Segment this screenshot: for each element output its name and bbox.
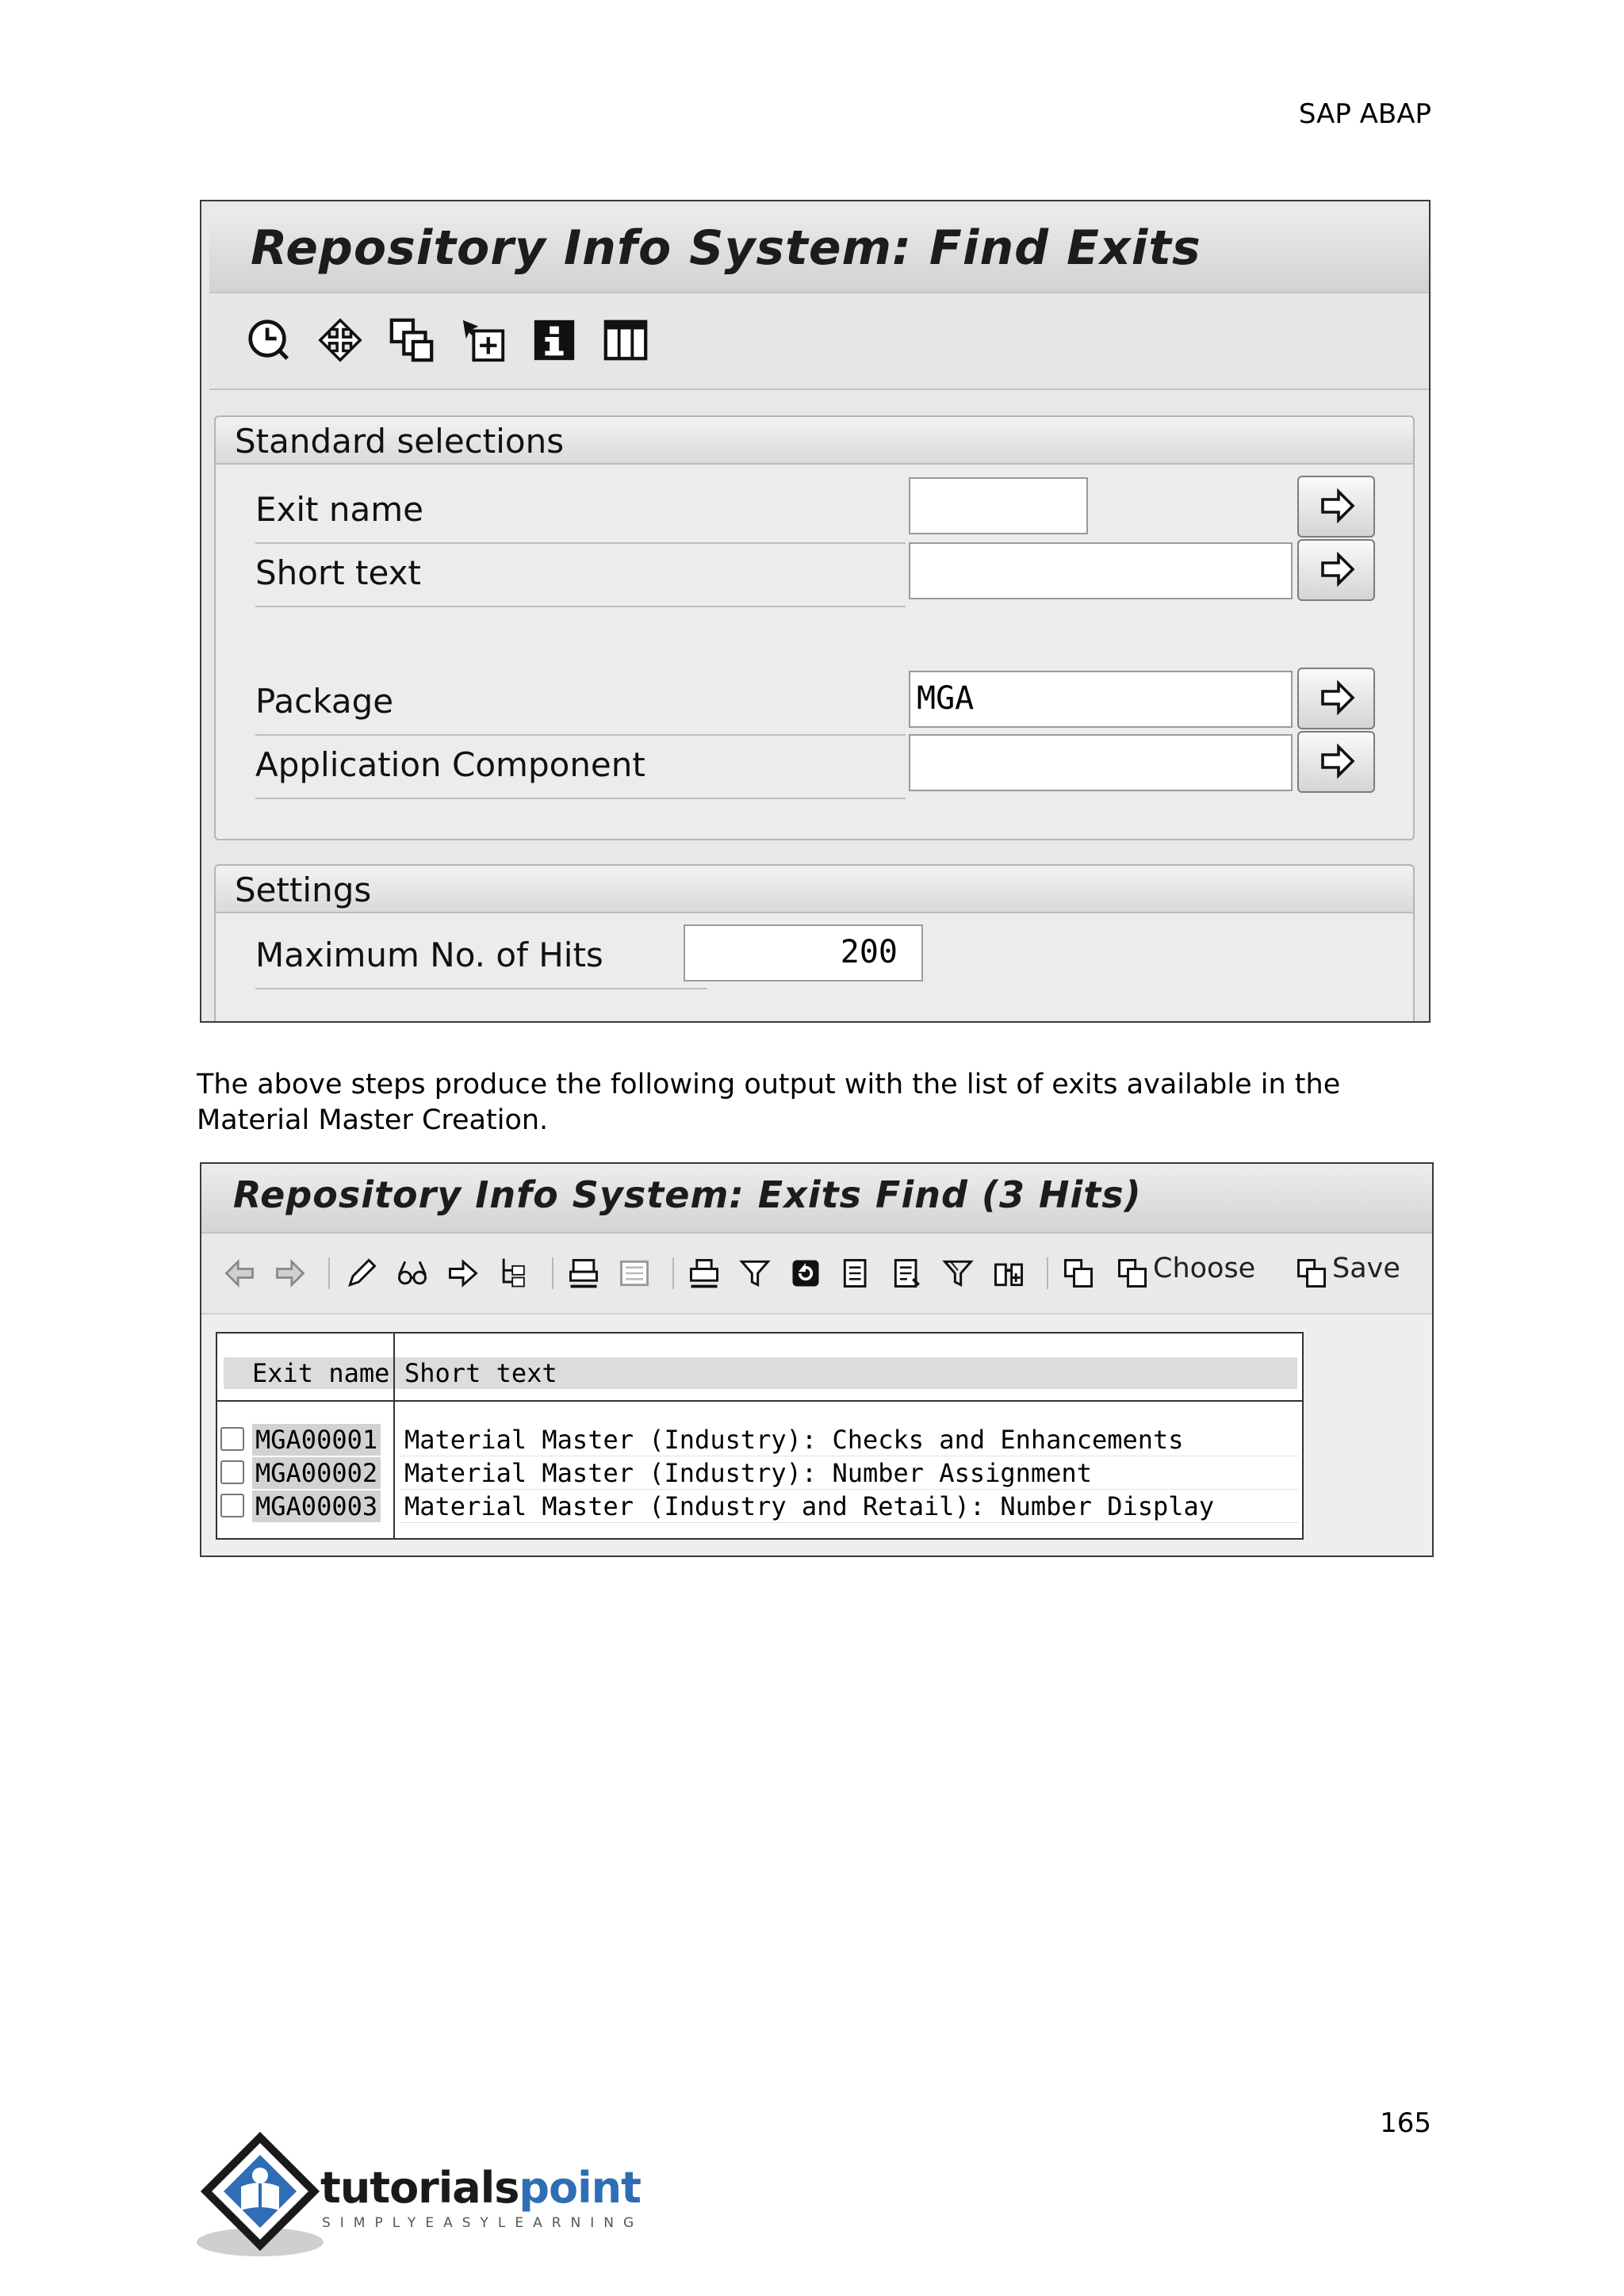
arrow-right-icon [1318, 742, 1356, 780]
edit-pencil-icon[interactable] [344, 1256, 379, 1291]
arrow-right-icon [1318, 487, 1356, 525]
copy-objects-icon[interactable] [387, 316, 436, 365]
print-list-icon[interactable] [566, 1256, 601, 1291]
short-text-multiple-selection-button[interactable] [1297, 539, 1375, 601]
max-hits-input[interactable]: 200 [684, 924, 923, 982]
application-toolbar [209, 293, 1429, 390]
field-label-package: Package [255, 672, 906, 736]
back-arrow-icon[interactable] [222, 1256, 257, 1291]
info-icon[interactable] [530, 316, 579, 365]
exit-name-multiple-selection-button[interactable] [1297, 476, 1375, 538]
exit-name-input[interactable] [909, 477, 1088, 534]
short-text-cell: Material Master (Industry and Retail): Number Display [400, 1490, 1299, 1523]
package-multiple-selection-button[interactable] [1297, 668, 1375, 729]
exits-results-table [216, 1332, 1304, 1540]
choose-icon[interactable] [1115, 1256, 1150, 1291]
row-checkbox[interactable] [220, 1460, 244, 1484]
arrow-right-icon [1318, 550, 1356, 588]
document-list-icon[interactable] [839, 1256, 874, 1291]
save-button[interactable]: Save [1332, 1253, 1400, 1284]
field-label-short-text: Short text [255, 544, 906, 607]
funnel-filter-icon[interactable] [940, 1256, 975, 1291]
logo-word-tutorials: tutorials [320, 2163, 519, 2213]
copy-objects-icon[interactable] [1061, 1256, 1096, 1291]
column-header-exit-name[interactable]: Exit name [252, 1358, 390, 1388]
columns-icon[interactable] [601, 316, 650, 365]
short-text-cell: Material Master (Industry): Checks and Enhancements [400, 1424, 1299, 1456]
table-row[interactable] [217, 1424, 1302, 1457]
filter-icon[interactable] [737, 1256, 772, 1291]
window-title-bar [201, 1164, 1432, 1234]
row-checkbox[interactable] [220, 1494, 244, 1517]
choose-button[interactable]: Choose [1153, 1253, 1256, 1284]
tutorialspoint-logo [195, 2131, 644, 2266]
details-icon[interactable] [617, 1256, 652, 1291]
running-header: SAP ABAP [1298, 98, 1431, 130]
list-toolbar [201, 1234, 1432, 1314]
find-binoculars-icon[interactable] [991, 1256, 1026, 1291]
group-header: Settings [235, 871, 372, 909]
application-component-multiple-selection-button[interactable] [1297, 731, 1375, 793]
window-title: Repository Info System: Exits Find (3 Hits) [233, 1173, 1142, 1216]
printer-icon[interactable] [687, 1256, 722, 1291]
field-label-application-component: Application Component [255, 736, 906, 799]
table-row[interactable] [217, 1457, 1302, 1490]
exit-name-cell[interactable]: MGA00003 [252, 1490, 381, 1522]
standard-selections-group [214, 415, 1415, 840]
logo-mark-icon [195, 2131, 330, 2266]
logo-tagline: SIMPLYEASYLEARNING [322, 2215, 644, 2231]
application-component-input[interactable] [909, 734, 1293, 791]
short-text-cell: Material Master (Industry): Number Assignment [400, 1457, 1299, 1490]
settings-group [214, 864, 1415, 1023]
display-glasses-icon[interactable] [395, 1256, 430, 1291]
group-header: Standard selections [235, 422, 565, 461]
logo-wordmark [320, 2163, 641, 2213]
logo-word-point: point [519, 2163, 641, 2213]
refresh-icon[interactable] [788, 1256, 823, 1291]
diamond-arrows-icon[interactable] [316, 316, 365, 365]
hierarchy-icon[interactable] [496, 1256, 531, 1291]
document-detail-icon[interactable] [890, 1256, 925, 1291]
navigate-icon[interactable] [446, 1256, 481, 1291]
add-selection-icon[interactable] [458, 316, 508, 365]
body-paragraph: The above steps produce the following output with the list of exits available in the Material Master Creation. [197, 1069, 1341, 1136]
package-input[interactable]: MGA [909, 671, 1293, 728]
row-checkbox[interactable] [220, 1427, 244, 1451]
forward-arrow-icon[interactable] [273, 1256, 308, 1291]
exit-name-cell[interactable]: MGA00001 [252, 1424, 381, 1456]
arrow-right-icon [1318, 679, 1356, 717]
exit-name-cell[interactable]: MGA00002 [252, 1457, 381, 1489]
table-row[interactable] [217, 1490, 1302, 1524]
window-title-bar [209, 206, 1429, 293]
page-number: 165 [1380, 2107, 1431, 2139]
save-icon[interactable] [1294, 1256, 1329, 1291]
find-exits-window [200, 200, 1431, 1023]
column-header-short-text[interactable]: Short text [404, 1358, 557, 1388]
execute-icon[interactable] [244, 316, 293, 365]
field-label-max-hits: Maximum No. of Hits [255, 926, 707, 989]
short-text-input[interactable] [909, 542, 1293, 599]
field-label-exit-name: Exit name [255, 480, 906, 544]
exits-results-window [200, 1162, 1434, 1557]
window-title: Repository Info System: Find Exits [251, 220, 1201, 276]
